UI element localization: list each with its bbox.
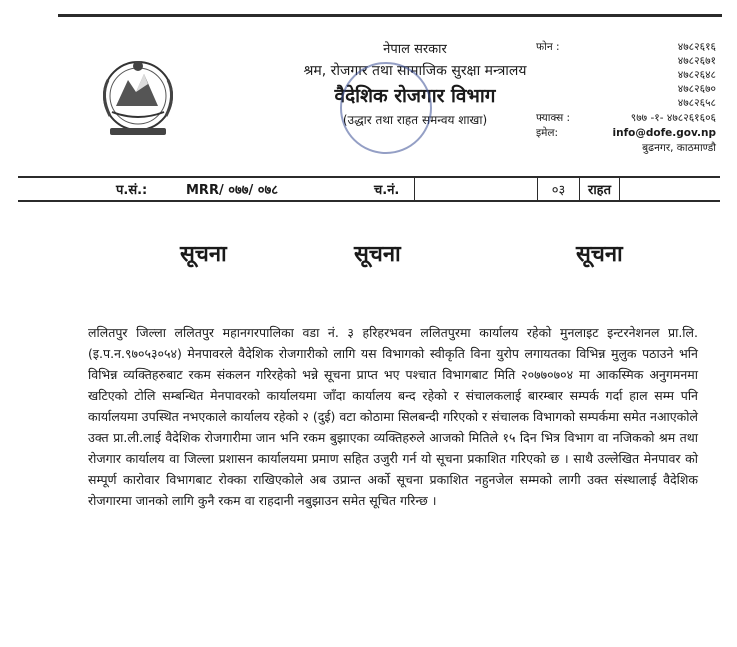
- official-stamp: [340, 62, 432, 154]
- phone-number: ४७८२६१६: [677, 41, 716, 53]
- ministry-name: श्रम, रोजगार तथा सामाजिक सुरक्षा मन्त्रालय: [303, 63, 527, 79]
- government-name: नेपाल सरकार: [383, 42, 447, 57]
- category-label: राहत: [580, 178, 620, 200]
- phone-number: ४७८२६४८: [677, 69, 716, 81]
- notice-body: ललितपुर जिल्ला ललितपुर महानगरपालिका वडा नं. ३ हरिहरभवन ललितपुरमा कार्यालय रहेको मुनलाइट इन्टरनेशनल प्रा.लि.(इ.प.न.९७०५३०५४) मेनपावरले वैदेशिक रोजगारीको लागि यस विभागको स्वीकृति विना युरोप लगायतका विभिन्न मुलुक पठाउने भनि विभिन्न व्यक्तिहरुबाट रकम संकलन गरिरहेको भन्ने सूचना प्राप्त भए पश्चात विभागबाट मिति २०७७०७०४ मा आकस्मिक अनुगमनमा खटिएको टोलि सम्बन्धित मेनपावरको कार्यालयमा जाँदा कार्यालय बन्द रहेको र संचालकलाई बारम्बार सम्पर्क गर्दा हाल सम्म पनि कार्यालयमा उपस्थित नभएकाले कार्यालय रहेको २ (दुई) वटा कोठामा सिलबन्दी गरिएको र संचालक विभागको सम्पर्कमा समेत नआएकोले उक्त प्रा.ली.लाई वैदेशिक रोजगारीमा जान भनि रकम बुझाएका व्यक्तिहरुले आजको मितिले १५ दिन भित्र विभाग वा नजिकको श्रम तथा रोजगार कार्यालय वा जिल्ला प्रशासन कार्यालयमा प्रमाण सहित उजुरी गर्न यो सूचना प्रकाशित गरिएको छ । साथै उल्लेखित मेनपावर को सम्पूर्ण कारोवार विभागबाट रोक्का राखिएकोले अब उप्रान्त अर्को सूचना प्रकाशित नहुनजेल सम्मको लागी उक्त संस्थालाई वैदेशिक रोजगारमा जानको लागि कुनै रकम वा राहदानी नबुझाउन समेत सूचित गरिन्छ ।: [88, 325, 698, 508]
- phone-label: फोन :: [536, 41, 560, 53]
- fax-value: ९७७ -१- ४७८२६१६०६: [630, 112, 716, 124]
- dispatch-number-label: च.नं.: [374, 183, 400, 198]
- phone-number: ४७८२६७०: [677, 83, 716, 95]
- email-row: [536, 126, 716, 141]
- notice-heading: सूचना: [354, 242, 401, 267]
- department-name: वैदेशिक रोजगार विभाग: [334, 85, 496, 107]
- section-name: (उद्धार तथा राहत समन्वय शाखा): [342, 113, 488, 127]
- phone-list: [678, 40, 716, 110]
- document-number: ०३: [538, 178, 580, 200]
- phone-number: ४७८२६५८: [677, 97, 716, 109]
- reference-bar: [18, 176, 720, 202]
- dispatch-number-value: [414, 178, 538, 200]
- nepal-emblem-icon: [90, 50, 186, 142]
- email-value: info@dofe.gov.np: [612, 127, 716, 139]
- notice-heading: सूचना: [576, 242, 623, 267]
- address-row: [536, 141, 716, 156]
- phone-number: ४७८२६७१: [677, 55, 716, 67]
- notice-heading: सूचना: [180, 242, 227, 267]
- address-value: बुढनगर, काठमाण्डौ: [642, 142, 716, 154]
- top-rule: [58, 14, 722, 17]
- reference-number-label: प.सं.:: [116, 183, 148, 198]
- fax-label: फ्याक्स :: [536, 112, 571, 124]
- email-label: इमेल:: [536, 127, 559, 139]
- fax-row: [536, 111, 716, 126]
- reference-number-value: MRR/ ०७७/ ०७८: [186, 183, 279, 198]
